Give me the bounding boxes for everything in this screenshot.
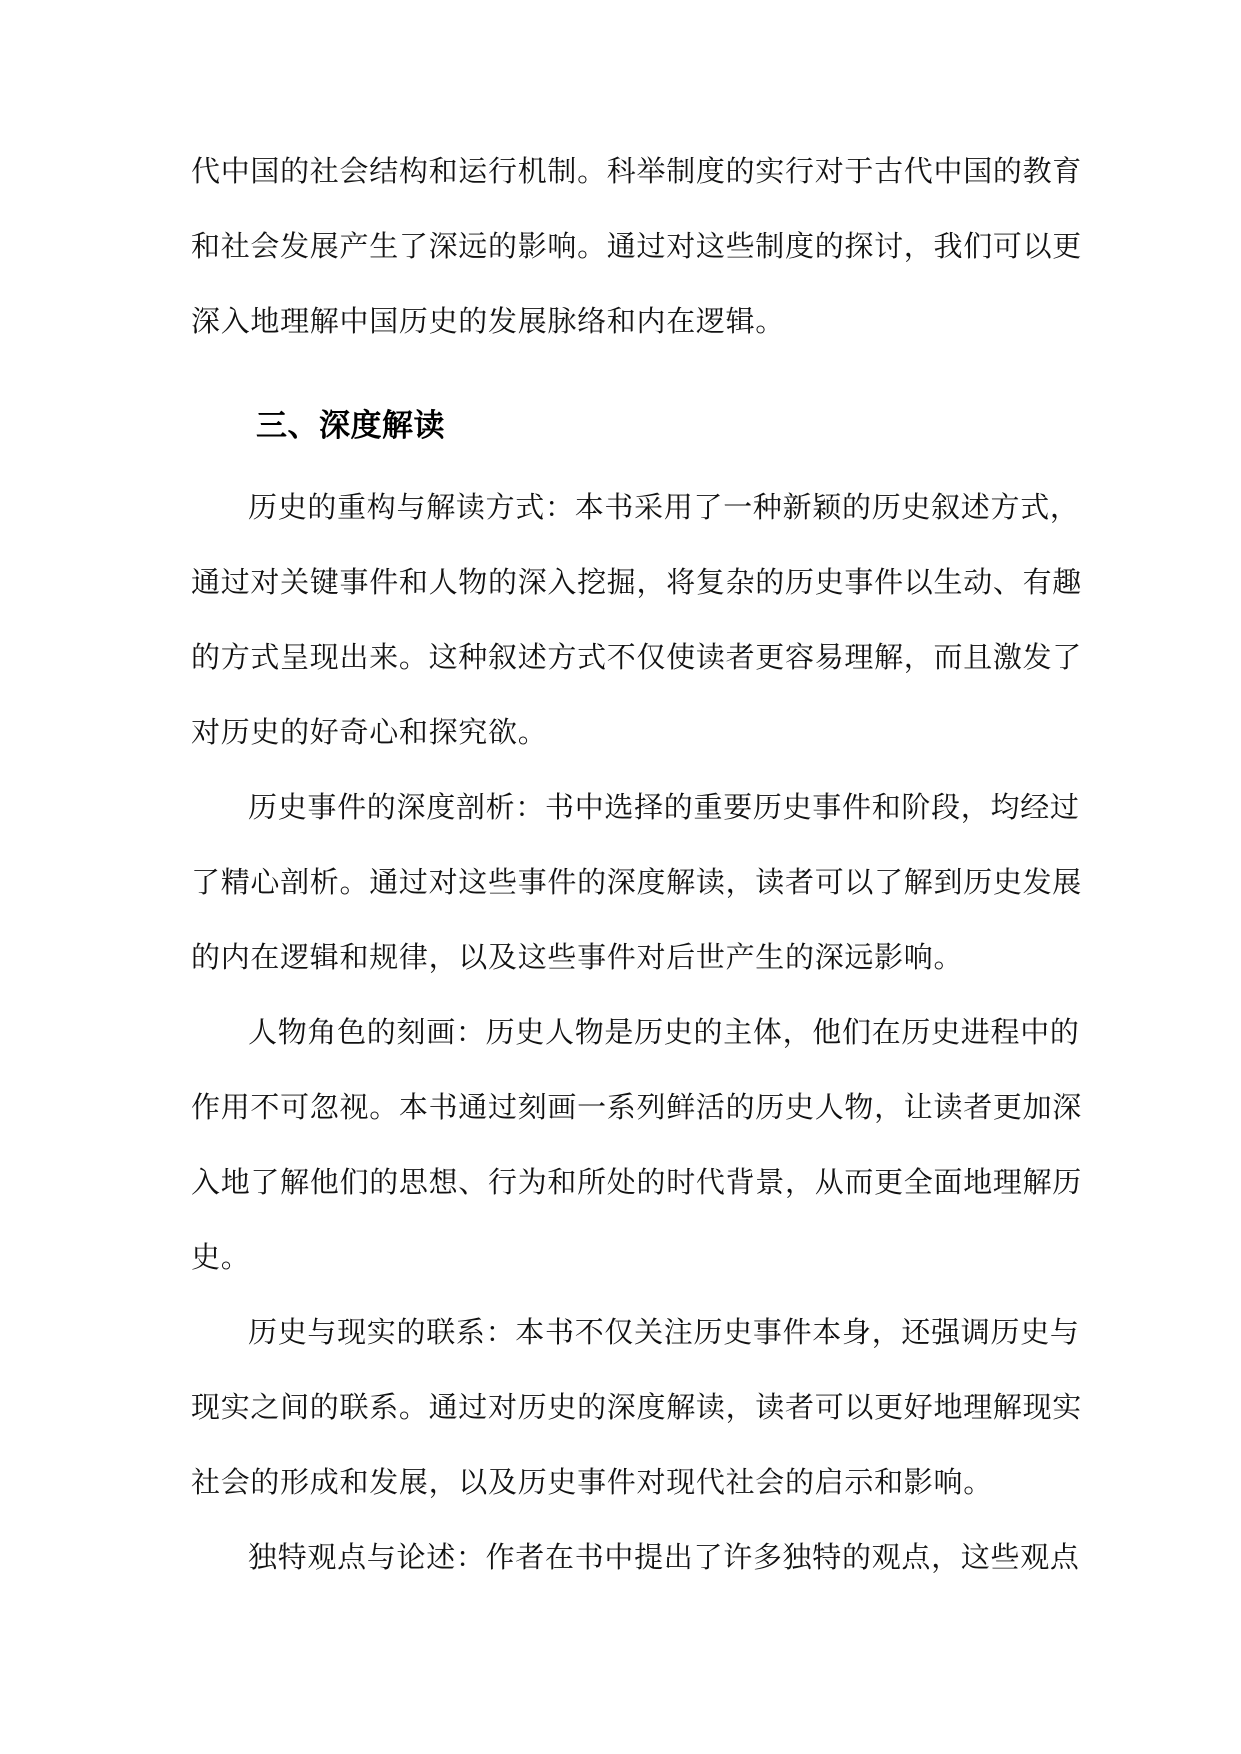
paragraph-line: 入地了解他们的思想、行为和所处的时代背景，从而更全面地理解历 xyxy=(191,1165,1083,1199)
paragraph-line: 作用不可忽视。本书通过刻画一系列鲜活的历史人物，让读者更加深 xyxy=(191,1090,1083,1124)
paragraph-line: 人物角色的刻画：历史人物是历史的主体，他们在历史进程中的 xyxy=(248,1015,1080,1049)
paragraph-line: 史。 xyxy=(191,1240,251,1274)
paragraph-line: 独特观点与论述：作者在书中提出了许多独特的观点，这些观点 xyxy=(248,1540,1080,1574)
paragraph-line: 社会的形成和发展，以及历史事件对现代社会的启示和影响。 xyxy=(191,1465,993,1499)
paragraph-line: 历史与现实的联系：本书不仅关注历史事件本身，还强调历史与 xyxy=(248,1315,1080,1349)
paragraph-line: 现实之间的联系。通过对历史的深度解读，读者可以更好地理解现实 xyxy=(191,1390,1083,1424)
text-line: 代中国的社会结构和运行机制。科举制度的实行对于古代中国的教育 xyxy=(191,154,1083,188)
paragraph-line: 历史的重构与解读方式：本书采用了一种新颖的历史叙述方式， xyxy=(248,490,1080,524)
paragraph-line: 通过对关键事件和人物的深入挖掘，将复杂的历史事件以生动、有趣 xyxy=(191,565,1083,599)
text-line: 和社会发展产生了深远的影响。通过对这些制度的探讨，我们可以更 xyxy=(191,229,1083,263)
paragraph-line: 的方式呈现出来。这种叙述方式不仅使读者更容易理解，而且激发了 xyxy=(191,640,1083,674)
paragraph-line: 了精心剖析。通过对这些事件的深度解读，读者可以了解到历史发展 xyxy=(191,865,1083,899)
text-line: 深入地理解中国历史的发展脉络和内在逻辑。 xyxy=(191,304,786,338)
paragraph-line: 的内在逻辑和规律，以及这些事件对后世产生的深远影响。 xyxy=(191,940,964,974)
section-heading: 三、深度解读 xyxy=(256,408,445,444)
paragraph-line: 对历史的好奇心和探究欲。 xyxy=(191,715,548,749)
paragraph-line: 历史事件的深度剖析：书中选择的重要历史事件和阶段，均经过 xyxy=(248,790,1080,824)
